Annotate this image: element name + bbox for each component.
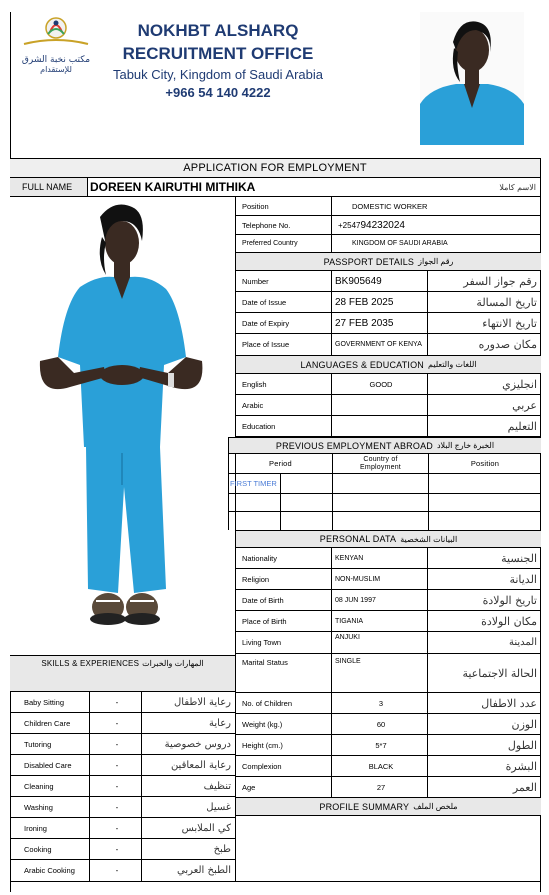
passport-title-ar: رقم الجواز bbox=[418, 257, 454, 266]
company-name: NOKHBT ALSHARQ bbox=[137, 21, 299, 40]
skill-value: - bbox=[90, 755, 142, 775]
telephone-number: 94232024 bbox=[360, 219, 405, 231]
logo-text-line1: مكتب نخبة الشرق bbox=[21, 55, 91, 65]
marital-status-row bbox=[236, 654, 541, 693]
languages-title bbox=[236, 356, 541, 374]
position-value: DOMESTIC WORKER bbox=[352, 201, 428, 211]
passport-place-value: GOVERNMENT OF KENYA bbox=[332, 334, 428, 355]
company-subtitle: RECRUITMENT OFFICE bbox=[122, 44, 314, 63]
nationality-value: KENYAN bbox=[332, 548, 428, 568]
header bbox=[0, 0, 549, 158]
profile-summary-title-ar: ملخص الملف bbox=[413, 802, 458, 811]
height-value: 5*7 bbox=[332, 735, 428, 755]
skill-row bbox=[10, 734, 236, 755]
full-name-label: FULL NAME bbox=[10, 178, 88, 196]
passport-issue-row bbox=[236, 292, 541, 313]
prev-emp-period bbox=[229, 512, 281, 530]
prev-emp-blank-cell bbox=[281, 512, 333, 530]
pob-value: TIGANIA bbox=[332, 611, 428, 631]
prev-emp-country bbox=[333, 494, 429, 511]
telephone-row bbox=[236, 216, 541, 235]
children-value: 3 bbox=[332, 693, 428, 713]
skill-value: - bbox=[90, 692, 142, 712]
prev-emp-row bbox=[228, 494, 541, 512]
passport-section bbox=[236, 253, 541, 356]
lang-english-label: English bbox=[236, 374, 332, 394]
lang-arabic-label: Arabic bbox=[236, 395, 332, 415]
candidate-full-body-icon bbox=[10, 197, 236, 655]
languages-section bbox=[236, 356, 541, 437]
prev-emp-header-row bbox=[228, 454, 541, 474]
lang-english-row bbox=[236, 374, 541, 395]
skill-value: - bbox=[90, 797, 142, 817]
position-row bbox=[236, 197, 541, 216]
skill-ar: رعاية الاطفال bbox=[174, 696, 231, 708]
marital-status-ar: الحالة الاجتماعية bbox=[462, 666, 537, 680]
candidate-portrait-icon bbox=[420, 12, 524, 145]
skill-label: Arabic Cooking bbox=[10, 860, 90, 881]
header-photo bbox=[420, 12, 524, 145]
skill-ar: طبخ bbox=[213, 843, 231, 855]
skills-rows bbox=[10, 692, 236, 882]
lang-arabic-ar: عربي bbox=[512, 398, 537, 412]
skill-label: Cooking bbox=[10, 839, 90, 859]
prev-emp-row bbox=[228, 512, 541, 530]
marital-status-value: SINGLE bbox=[332, 654, 428, 692]
passport-title bbox=[236, 253, 541, 271]
passport-expiry-value: 27 FEB 2035 bbox=[332, 313, 428, 333]
skill-label: Washing bbox=[10, 797, 90, 817]
lang-education-label: Education bbox=[236, 416, 332, 436]
passport-number-value: BK905649 bbox=[332, 271, 428, 291]
nationality-row bbox=[236, 548, 541, 569]
prev-emp-position bbox=[429, 494, 541, 511]
profile-summary-body bbox=[236, 822, 541, 882]
skills-title-en: SKILLS & EXPERIENCES bbox=[41, 659, 140, 668]
living-town-row bbox=[236, 632, 541, 654]
pob-ar: مكان الولادة bbox=[481, 614, 537, 628]
lang-arabic-value bbox=[332, 395, 428, 415]
children-row bbox=[236, 693, 541, 714]
profile-summary-title-en: PROFILE SUMMARY bbox=[319, 801, 410, 812]
dob-row bbox=[236, 590, 541, 611]
logo bbox=[14, 14, 98, 74]
prev-emp-country bbox=[333, 474, 429, 493]
skill-ar: رعاية المعاقين bbox=[170, 759, 231, 771]
marital-status-label: Marital Status bbox=[236, 654, 332, 692]
pob-row bbox=[236, 611, 541, 632]
skill-row bbox=[10, 692, 236, 713]
prev-emp-period: FIRST TIMER bbox=[229, 474, 281, 493]
logo-text-line2: للإستقدام bbox=[40, 65, 72, 74]
complexion-row bbox=[236, 756, 541, 777]
company-phone: +966 54 140 4222 bbox=[165, 85, 271, 100]
skill-value: - bbox=[90, 839, 142, 859]
preferred-country-row bbox=[236, 235, 541, 253]
skill-ar: تنظيف bbox=[203, 780, 231, 792]
company-city: Tabuk City, Kingdom of Saudi Arabia bbox=[112, 67, 324, 82]
preferred-country-value: KINGDOM OF SAUDI ARABIA bbox=[352, 240, 448, 247]
skill-label: Baby Sitting bbox=[10, 692, 90, 712]
personal-title bbox=[236, 530, 541, 548]
passport-expiry-row bbox=[236, 313, 541, 334]
skill-row bbox=[10, 797, 236, 818]
skill-ar: غسيل bbox=[206, 801, 231, 813]
prev-emp-blank-cell bbox=[281, 494, 333, 511]
age-ar: العمر bbox=[512, 780, 537, 794]
skill-row bbox=[10, 776, 236, 797]
passport-issue-label: Date of Issue bbox=[236, 292, 332, 312]
prev-emp-period bbox=[229, 494, 281, 511]
skill-value: - bbox=[90, 734, 142, 754]
lang-education-value bbox=[332, 416, 428, 436]
passport-place-label: Place of Issue bbox=[236, 334, 332, 355]
height-ar: الطول bbox=[507, 738, 537, 752]
complexion-label: Complexion bbox=[236, 756, 332, 776]
height-label: Height (cm.) bbox=[236, 735, 332, 755]
passport-place-row bbox=[236, 334, 541, 356]
height-row bbox=[236, 735, 541, 756]
telephone-label: Telephone No. bbox=[236, 216, 332, 234]
preferred-country-label: Preferred Country bbox=[236, 235, 332, 252]
skill-label: Ironing bbox=[10, 818, 90, 838]
dob-label: Date of Birth bbox=[236, 590, 332, 610]
lang-english-ar: انجليزي bbox=[502, 377, 537, 391]
prev-emp-position bbox=[429, 512, 541, 530]
skill-label: Children Care bbox=[10, 713, 90, 733]
skill-value: - bbox=[90, 713, 142, 733]
prev-emp-title-en: PREVIOUS EMPLOYMENT ABROAD bbox=[275, 440, 433, 451]
prev-emp-title-ar: الخبرة خارج البلاد bbox=[436, 441, 495, 450]
telephone-value bbox=[332, 216, 541, 234]
skill-ar: دروس خصوصية bbox=[164, 738, 231, 750]
skill-row bbox=[10, 755, 236, 776]
languages-title-en: LANGUAGES & EDUCATION bbox=[300, 359, 424, 370]
weight-row bbox=[236, 714, 541, 735]
prev-emp-blank-cell bbox=[281, 474, 333, 493]
skill-ar: كي الملابس bbox=[181, 822, 231, 834]
age-label: Age bbox=[236, 777, 332, 797]
lang-arabic-row bbox=[236, 395, 541, 416]
religion-row bbox=[236, 569, 541, 590]
full-name-row bbox=[10, 178, 541, 197]
nationality-ar: الجنسية bbox=[501, 551, 537, 565]
weight-value: 60 bbox=[332, 714, 428, 734]
passport-number-ar: رقم جواز السفر bbox=[463, 274, 537, 288]
logo-emblem-icon bbox=[14, 14, 98, 50]
personal-title-ar: البيانات الشخصية bbox=[400, 534, 458, 544]
age-row bbox=[236, 777, 541, 798]
weight-label: Weight (kg.) bbox=[236, 714, 332, 734]
weight-ar: الوزن bbox=[511, 717, 537, 731]
previous-employment-section bbox=[228, 437, 541, 530]
passport-number-label: Number bbox=[236, 271, 332, 291]
religion-label: Religion bbox=[236, 569, 332, 589]
profile-summary-title bbox=[236, 798, 541, 816]
religion-ar: الديانة bbox=[509, 572, 537, 586]
position-table bbox=[236, 197, 541, 253]
dob-value: 08 JUN 1997 bbox=[332, 590, 428, 610]
prev-emp-title bbox=[228, 437, 541, 454]
children-ar: عدد الاطفال bbox=[481, 696, 537, 710]
skill-row bbox=[10, 839, 236, 860]
passport-expiry-label: Date of Expiry bbox=[236, 313, 332, 333]
prev-emp-header-position: Position bbox=[470, 459, 500, 468]
skill-value: - bbox=[90, 818, 142, 838]
full-name-ar: الاسم كاملا bbox=[499, 182, 536, 192]
full-name-value: DOREEN KAIRUTHI MITHIKA bbox=[90, 180, 256, 194]
skill-label: Disabled Care bbox=[10, 755, 90, 775]
age-value: 27 bbox=[332, 777, 428, 797]
prev-emp-header-country: Country of Employment bbox=[333, 454, 429, 473]
living-town-label: Living Town bbox=[236, 632, 332, 653]
prev-emp-row bbox=[228, 474, 541, 494]
prev-emp-country bbox=[333, 512, 429, 530]
skill-label: Cleaning bbox=[10, 776, 90, 796]
skill-ar: الطبخ العربي bbox=[177, 865, 231, 876]
nationality-label: Nationality bbox=[236, 548, 332, 568]
passport-number-row bbox=[236, 271, 541, 292]
passport-expiry-ar: تاريخ الانتهاء bbox=[482, 316, 537, 330]
skill-ar: رعاية bbox=[209, 717, 231, 729]
passport-place-ar: مكان صدوره bbox=[478, 338, 537, 351]
lang-education-row bbox=[236, 416, 541, 437]
prev-emp-header-period: Period bbox=[229, 454, 333, 473]
skill-row bbox=[10, 713, 236, 734]
passport-issue-value: 28 FEB 2025 bbox=[332, 292, 428, 312]
living-town-value: ANJUKI bbox=[332, 632, 428, 653]
prev-emp-position bbox=[429, 474, 541, 493]
personal-title-en: PERSONAL DATA bbox=[319, 534, 397, 544]
skills-section bbox=[10, 655, 236, 882]
position-label: Position bbox=[236, 197, 332, 215]
telephone-prefix: +2547 bbox=[338, 220, 361, 230]
complexion-value: BLACK bbox=[332, 756, 428, 776]
children-label: No. of Children bbox=[236, 693, 332, 713]
languages-title-ar: اللغات والتعليم bbox=[428, 360, 477, 369]
dob-ar: تاريخ الولادة bbox=[482, 593, 537, 607]
skills-title bbox=[10, 655, 236, 692]
lang-english-value: GOOD bbox=[332, 374, 428, 394]
religion-value: NON-MUSLIM bbox=[332, 569, 428, 589]
full-photo bbox=[10, 197, 236, 655]
skill-row bbox=[10, 818, 236, 839]
skill-row bbox=[10, 860, 236, 882]
living-town-ar: المدينة bbox=[508, 637, 537, 648]
complexion-ar: البشرة bbox=[505, 759, 537, 773]
lang-education-ar: التعليم bbox=[507, 419, 537, 433]
skill-value: - bbox=[90, 776, 142, 796]
application-title: APPLICATION FOR EMPLOYMENT bbox=[10, 158, 541, 178]
passport-issue-ar: تاريخ المسالة bbox=[476, 295, 537, 309]
skills-title-ar: المهارات والخبرات bbox=[142, 659, 204, 668]
skill-value: - bbox=[90, 860, 142, 881]
skill-label: Tutoring bbox=[10, 734, 90, 754]
pob-label: Place of Birth bbox=[236, 611, 332, 631]
passport-title-en: PASSPORT DETAILS bbox=[323, 256, 415, 267]
personal-section bbox=[236, 530, 541, 816]
